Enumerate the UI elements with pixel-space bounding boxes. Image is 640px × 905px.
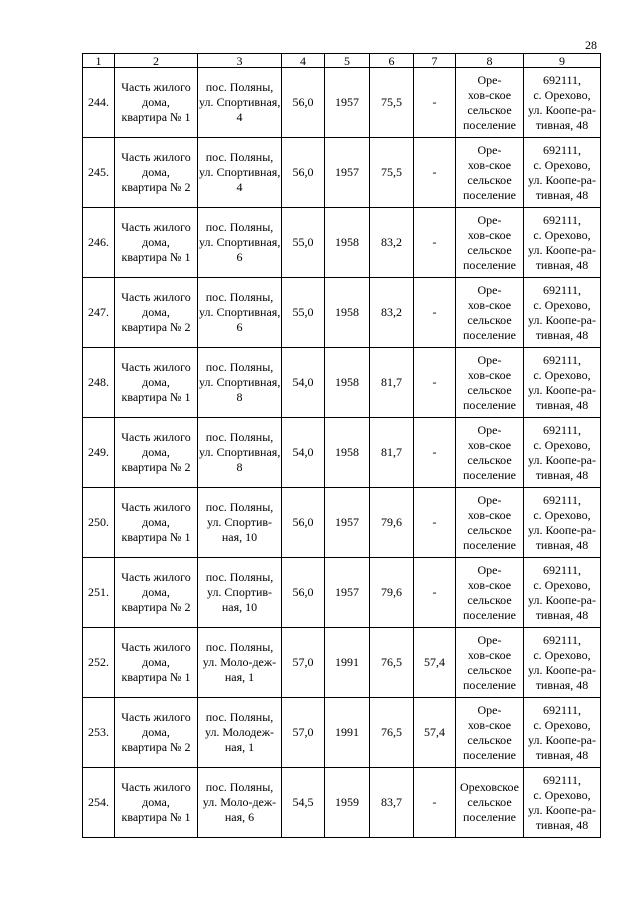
value-cell-5: 1957 xyxy=(325,68,370,138)
object-address-cell xyxy=(198,278,282,348)
owner-address-cell xyxy=(524,208,601,278)
object-address-cell-line: ул. Спортивная, xyxy=(199,445,281,459)
owner-address-cell-line: 692111, xyxy=(542,72,582,87)
owner-address-cell-line: с. Орехово, xyxy=(533,227,591,242)
page-number: 28 xyxy=(585,38,597,52)
object-name-cell-line: дома, xyxy=(142,655,170,669)
value-cell-7: - xyxy=(414,418,456,488)
owner-address-cell-line: тивная, 48 xyxy=(535,187,589,202)
value-cell-6: 79,6 xyxy=(370,488,414,558)
object-name-cell-line: квартира № 1 xyxy=(121,390,191,404)
value-cell-6: 83,2 xyxy=(370,208,414,278)
object-name-cell-line: дома, xyxy=(142,445,170,459)
object-name-cell-line: дома, xyxy=(142,305,170,319)
object-name-cell-line: Часть жилого xyxy=(121,220,191,234)
object-name-cell xyxy=(115,418,198,488)
owner-cell-line: сельское xyxy=(467,452,512,467)
owner-address-cell-line: с. Орехово, xyxy=(533,437,591,452)
owner-address-cell xyxy=(524,348,601,418)
row-number-cell: 245. xyxy=(83,138,115,208)
object-name-cell-line: дома, xyxy=(142,725,170,739)
owner-cell-line: Ореховское xyxy=(460,780,519,794)
owner-cell xyxy=(456,68,524,138)
owner-cell-line: сельское xyxy=(467,732,512,747)
owner-cell xyxy=(456,768,524,838)
owner-cell-line: Оре- xyxy=(477,142,502,157)
owner-cell-line: поселение xyxy=(462,117,516,132)
value-cell-4: 54,0 xyxy=(282,348,325,418)
owner-cell-line: поселение xyxy=(462,810,516,824)
owner-address-cell-line: 692111, xyxy=(542,212,582,227)
owner-address-cell-line: 692111, xyxy=(542,702,582,717)
object-name-cell-line: Часть жилого xyxy=(121,640,191,654)
value-cell-7: - xyxy=(414,348,456,418)
owner-address-cell-line: ул. Коопе-ра- xyxy=(528,662,596,677)
object-address-cell-line: ул. Моло-деж- xyxy=(202,795,277,809)
object-name-cell-line: Часть жилого xyxy=(121,710,191,724)
owner-cell xyxy=(456,628,524,698)
owner-address-cell-line: тивная, 48 xyxy=(535,467,589,482)
object-address-cell xyxy=(198,558,282,628)
object-name-cell-line: дома, xyxy=(142,235,170,249)
column-header-6: 6 xyxy=(370,54,414,68)
owner-cell xyxy=(456,488,524,558)
object-name-cell-line: дома, xyxy=(142,795,170,809)
table-row xyxy=(83,628,601,698)
table-row xyxy=(83,138,601,208)
object-address-cell-line: 4 xyxy=(236,180,243,194)
owner-cell-line: поселение xyxy=(462,747,516,762)
owner-address-cell-line: с. Орехово, xyxy=(533,647,591,662)
object-address-cell-line: ул. Спортивная, xyxy=(199,305,281,319)
object-name-cell-line: Часть жилого xyxy=(121,500,191,514)
object-address-cell-line: 8 xyxy=(236,460,243,474)
value-cell-4: 55,0 xyxy=(282,208,325,278)
row-number-cell: 248. xyxy=(83,348,115,418)
object-name-cell-line: квартира № 1 xyxy=(121,530,191,544)
object-address-cell xyxy=(198,138,282,208)
value-cell-6: 81,7 xyxy=(370,348,414,418)
row-number-cell: 244. xyxy=(83,68,115,138)
table-row xyxy=(83,208,601,278)
table-body xyxy=(83,68,601,838)
object-address-cell-line: пос. Поляны, xyxy=(205,80,274,94)
owner-cell-line: поселение xyxy=(462,187,516,202)
owner-address-cell-line: 692111, xyxy=(542,282,582,297)
column-header-8: 8 xyxy=(456,54,524,68)
object-address-cell-line: пос. Поляны, xyxy=(205,290,274,304)
value-cell-7: - xyxy=(414,768,456,838)
object-address-cell-line: ная, 1 xyxy=(224,670,255,684)
value-cell-6: 83,7 xyxy=(370,768,414,838)
owner-address-cell-line: тивная, 48 xyxy=(535,677,589,692)
object-address-cell xyxy=(198,68,282,138)
object-address-cell-line: пос. Поляны, xyxy=(205,430,274,444)
object-address-cell-line: пос. Поляны, xyxy=(205,150,274,164)
object-name-cell-line: Часть жилого xyxy=(121,570,191,584)
owner-address-cell-line: 692111, xyxy=(542,492,582,507)
value-cell-4: 55,0 xyxy=(282,278,325,348)
owner-cell-line: сельское xyxy=(467,522,512,537)
owner-address-cell-line: с. Орехово, xyxy=(533,297,591,312)
column-header-4: 4 xyxy=(282,54,325,68)
owner-cell-line: хов-ское xyxy=(467,157,512,172)
object-name-cell-line: Часть жилого xyxy=(121,290,191,304)
object-address-cell-line: пос. Поляны, xyxy=(205,710,274,724)
object-address-cell-line: ная, 10 xyxy=(221,530,258,544)
owner-address-cell-line: ул. Коопе-ра- xyxy=(528,242,596,257)
object-name-cell xyxy=(115,138,198,208)
value-cell-4: 56,0 xyxy=(282,488,325,558)
row-number-cell: 251. xyxy=(83,558,115,628)
owner-address-cell-line: 692111, xyxy=(542,562,582,577)
owner-cell-line: хов-ское xyxy=(467,87,512,102)
owner-address-cell-line: с. Орехово, xyxy=(533,367,591,382)
table-row xyxy=(83,488,601,558)
object-address-cell-line: ул. Моло-деж- xyxy=(202,655,277,669)
object-name-cell xyxy=(115,558,198,628)
object-name-cell-line: дома, xyxy=(142,515,170,529)
table-row xyxy=(83,278,601,348)
owner-cell xyxy=(456,278,524,348)
value-cell-7: 57,4 xyxy=(414,698,456,768)
owner-address-cell-line: с. Орехово, xyxy=(533,577,591,592)
owner-cell-line: Оре- xyxy=(477,422,502,437)
owner-cell-line: поселение xyxy=(462,327,516,342)
owner-cell-line: хов-ское xyxy=(467,647,512,662)
value-cell-5: 1957 xyxy=(325,138,370,208)
owner-address-cell-line: тивная, 48 xyxy=(535,747,589,762)
value-cell-5: 1958 xyxy=(325,278,370,348)
object-address-cell xyxy=(198,698,282,768)
object-address-cell-line: ул. Спортивная, xyxy=(199,95,281,109)
owner-cell xyxy=(456,418,524,488)
owner-address-cell-line: ул. Коопе-ра- xyxy=(528,522,596,537)
object-address-cell-line: 6 xyxy=(236,320,243,334)
owner-cell xyxy=(456,558,524,628)
row-number-cell: 252. xyxy=(83,628,115,698)
object-address-cell-line: пос. Поляны, xyxy=(205,220,274,234)
owner-cell-line: Оре- xyxy=(477,72,502,87)
value-cell-7: - xyxy=(414,488,456,558)
value-cell-4: 57,0 xyxy=(282,698,325,768)
value-cell-5: 1991 xyxy=(325,628,370,698)
object-name-cell-line: дома, xyxy=(142,375,170,389)
object-name-cell xyxy=(115,348,198,418)
value-cell-4: 56,0 xyxy=(282,558,325,628)
owner-address-cell-line: ул. Коопе-ра- xyxy=(528,382,596,397)
owner-cell-line: поселение xyxy=(462,677,516,692)
value-cell-6: 81,7 xyxy=(370,418,414,488)
property-registry-table xyxy=(82,53,601,838)
value-cell-7: - xyxy=(414,558,456,628)
value-cell-5: 1958 xyxy=(325,208,370,278)
object-name-cell xyxy=(115,68,198,138)
owner-address-cell-line: 692111, xyxy=(542,772,582,787)
owner-address-cell xyxy=(524,698,601,768)
owner-address-cell-line: тивная, 48 xyxy=(535,397,589,412)
table-row xyxy=(83,558,601,628)
owner-address-cell xyxy=(524,418,601,488)
object-name-cell-line: Часть жилого xyxy=(121,780,191,794)
column-header-5: 5 xyxy=(325,54,370,68)
object-name-cell-line: квартира № 1 xyxy=(121,810,191,824)
owner-address-cell xyxy=(524,488,601,558)
owner-address-cell-line: тивная, 48 xyxy=(535,817,589,832)
owner-cell-line: сельское xyxy=(467,662,512,677)
owner-cell-line: хов-ское xyxy=(467,717,512,732)
column-header-1: 1 xyxy=(83,54,115,68)
value-cell-4: 54,5 xyxy=(282,768,325,838)
owner-cell-line: Оре- xyxy=(477,282,502,297)
object-address-cell xyxy=(198,488,282,558)
owner-address-cell-line: ул. Коопе-ра- xyxy=(528,312,596,327)
object-address-cell-line: пос. Поляны, xyxy=(205,640,274,654)
table-row xyxy=(83,418,601,488)
object-name-cell xyxy=(115,278,198,348)
row-number-cell: 250. xyxy=(83,488,115,558)
object-address-cell-line: 4 xyxy=(236,110,243,124)
object-name-cell-line: Часть жилого xyxy=(121,80,191,94)
owner-address-cell-line: ул. Коопе-ра- xyxy=(528,592,596,607)
object-name-cell xyxy=(115,768,198,838)
owner-cell-line: хов-ское xyxy=(467,507,512,522)
value-cell-5: 1957 xyxy=(325,488,370,558)
column-header-2: 2 xyxy=(115,54,198,68)
owner-cell-line: хов-ское xyxy=(467,437,512,452)
owner-address-cell-line: с. Орехово, xyxy=(533,507,591,522)
object-name-cell-line: квартира № 2 xyxy=(121,320,191,334)
owner-cell-line: Оре- xyxy=(477,212,502,227)
object-address-cell-line: пос. Поляны, xyxy=(205,500,274,514)
object-address-cell xyxy=(198,768,282,838)
value-cell-6: 75,5 xyxy=(370,68,414,138)
object-address-cell xyxy=(198,348,282,418)
object-name-cell xyxy=(115,698,198,768)
table-row xyxy=(83,68,601,138)
object-name-cell-line: квартира № 1 xyxy=(121,250,191,264)
object-name-cell-line: квартира № 2 xyxy=(121,600,191,614)
object-address-cell-line: ул. Спортивная, xyxy=(199,165,281,179)
object-address-cell-line: ул. Молодеж- xyxy=(204,725,275,739)
object-address-cell xyxy=(198,208,282,278)
owner-cell-line: Оре- xyxy=(477,492,502,507)
object-name-cell-line: дома, xyxy=(142,95,170,109)
owner-address-cell-line: тивная, 48 xyxy=(535,607,589,622)
table-row xyxy=(83,348,601,418)
owner-cell xyxy=(456,698,524,768)
owner-address-cell-line: тивная, 48 xyxy=(535,537,589,552)
column-header-9: 9 xyxy=(524,54,601,68)
owner-address-cell xyxy=(524,138,601,208)
object-address-cell-line: ул. Спортив- xyxy=(206,585,273,599)
object-name-cell-line: квартира № 2 xyxy=(121,180,191,194)
row-number-cell: 247. xyxy=(83,278,115,348)
table-header xyxy=(83,54,601,68)
owner-address-cell-line: с. Орехово, xyxy=(533,87,591,102)
owner-address-cell-line: тивная, 48 xyxy=(535,327,589,342)
object-name-cell-line: Часть жилого xyxy=(121,430,191,444)
object-address-cell-line: ная, 6 xyxy=(224,810,255,824)
object-name-cell-line: квартира № 2 xyxy=(121,460,191,474)
owner-address-cell-line: с. Орехово, xyxy=(533,717,591,732)
owner-address-cell-line: тивная, 48 xyxy=(535,257,589,272)
value-cell-4: 54,0 xyxy=(282,418,325,488)
owner-cell-line: поселение xyxy=(462,607,516,622)
owner-address-cell-line: ул. Коопе-ра- xyxy=(528,732,596,747)
object-name-cell-line: квартира № 2 xyxy=(121,740,191,754)
owner-cell xyxy=(456,138,524,208)
object-name-cell xyxy=(115,208,198,278)
owner-address-cell-line: 692111, xyxy=(542,142,582,157)
value-cell-5: 1991 xyxy=(325,698,370,768)
object-name-cell-line: дома, xyxy=(142,165,170,179)
value-cell-6: 75,5 xyxy=(370,138,414,208)
row-number-cell: 253. xyxy=(83,698,115,768)
owner-cell-line: Оре- xyxy=(477,702,502,717)
object-address-cell xyxy=(198,628,282,698)
owner-cell-line: сельское xyxy=(467,382,512,397)
owner-cell-line: поселение xyxy=(462,397,516,412)
owner-cell-line: поселение xyxy=(462,537,516,552)
owner-cell-line: поселение xyxy=(462,467,516,482)
value-cell-6: 76,5 xyxy=(370,698,414,768)
row-number-cell: 246. xyxy=(83,208,115,278)
object-address-cell-line: 8 xyxy=(236,390,243,404)
owner-cell-line: Оре- xyxy=(477,632,502,647)
owner-address-cell-line: 692111, xyxy=(542,352,582,367)
value-cell-5: 1959 xyxy=(325,768,370,838)
owner-cell-line: Оре- xyxy=(477,352,502,367)
owner-cell-line: хов-ское xyxy=(467,227,512,242)
object-name-cell xyxy=(115,488,198,558)
owner-address-cell-line: ул. Коопе-ра- xyxy=(528,452,596,467)
value-cell-7: 57,4 xyxy=(414,628,456,698)
value-cell-5: 1957 xyxy=(325,558,370,628)
object-address-cell-line: ная, 1 xyxy=(224,740,255,754)
value-cell-6: 79,6 xyxy=(370,558,414,628)
header-row xyxy=(83,54,601,68)
value-cell-4: 56,0 xyxy=(282,68,325,138)
object-address-cell xyxy=(198,418,282,488)
owner-cell-line: сельское xyxy=(467,795,512,809)
owner-address-cell-line: 692111, xyxy=(542,422,582,437)
value-cell-7: - xyxy=(414,138,456,208)
object-address-cell-line: ул. Спортивная, xyxy=(199,235,281,249)
owner-address-cell-line: ул. Коопе-ра- xyxy=(528,172,596,187)
owner-cell-line: сельское xyxy=(467,242,512,257)
column-header-7: 7 xyxy=(414,54,456,68)
object-address-cell-line: пос. Поляны, xyxy=(205,360,274,374)
value-cell-7: - xyxy=(414,208,456,278)
row-number-cell: 254. xyxy=(83,768,115,838)
value-cell-7: - xyxy=(414,278,456,348)
value-cell-4: 56,0 xyxy=(282,138,325,208)
object-name-cell-line: дома, xyxy=(142,585,170,599)
owner-cell-line: хов-ское xyxy=(467,367,512,382)
owner-cell-line: сельское xyxy=(467,592,512,607)
object-address-cell-line: ная, 10 xyxy=(221,600,258,614)
owner-cell-line: поселение xyxy=(462,257,516,272)
object-address-cell-line: пос. Поляны, xyxy=(205,780,274,794)
owner-address-cell xyxy=(524,628,601,698)
column-header-3: 3 xyxy=(198,54,282,68)
owner-address-cell-line: ул. Коопе-ра- xyxy=(528,802,596,817)
table-row xyxy=(83,768,601,838)
owner-cell-line: сельское xyxy=(467,102,512,117)
value-cell-4: 57,0 xyxy=(282,628,325,698)
value-cell-5: 1958 xyxy=(325,348,370,418)
value-cell-6: 76,5 xyxy=(370,628,414,698)
value-cell-6: 83,2 xyxy=(370,278,414,348)
owner-address-cell-line: тивная, 48 xyxy=(535,117,589,132)
object-name-cell-line: квартира № 1 xyxy=(121,670,191,684)
value-cell-7: - xyxy=(414,68,456,138)
object-name-cell-line: Часть жилого xyxy=(121,150,191,164)
owner-cell-line: сельское xyxy=(467,172,512,187)
owner-address-cell xyxy=(524,278,601,348)
object-address-cell-line: пос. Поляны, xyxy=(205,570,274,584)
object-name-cell-line: квартира № 1 xyxy=(121,110,191,124)
table-row xyxy=(83,698,601,768)
object-address-cell-line: 6 xyxy=(236,250,243,264)
owner-address-cell xyxy=(524,768,601,838)
row-number-cell: 249. xyxy=(83,418,115,488)
owner-address-cell-line: ул. Коопе-ра- xyxy=(528,102,596,117)
object-name-cell-line: Часть жилого xyxy=(121,360,191,374)
owner-address-cell xyxy=(524,558,601,628)
owner-cell-line: хов-ское xyxy=(467,297,512,312)
owner-address-cell-line: 692111, xyxy=(542,632,582,647)
owner-cell-line: Оре- xyxy=(477,562,502,577)
object-name-cell xyxy=(115,628,198,698)
owner-cell xyxy=(456,348,524,418)
value-cell-5: 1958 xyxy=(325,418,370,488)
owner-cell-line: сельское xyxy=(467,312,512,327)
owner-address-cell xyxy=(524,68,601,138)
owner-address-cell-line: с. Орехово, xyxy=(533,157,591,172)
owner-address-cell-line: с. Орехово, xyxy=(533,787,591,802)
owner-cell-line: хов-ское xyxy=(467,577,512,592)
owner-cell xyxy=(456,208,524,278)
object-address-cell-line: ул. Спортивная, xyxy=(199,375,281,389)
object-address-cell-line: ул. Спортив- xyxy=(206,515,273,529)
